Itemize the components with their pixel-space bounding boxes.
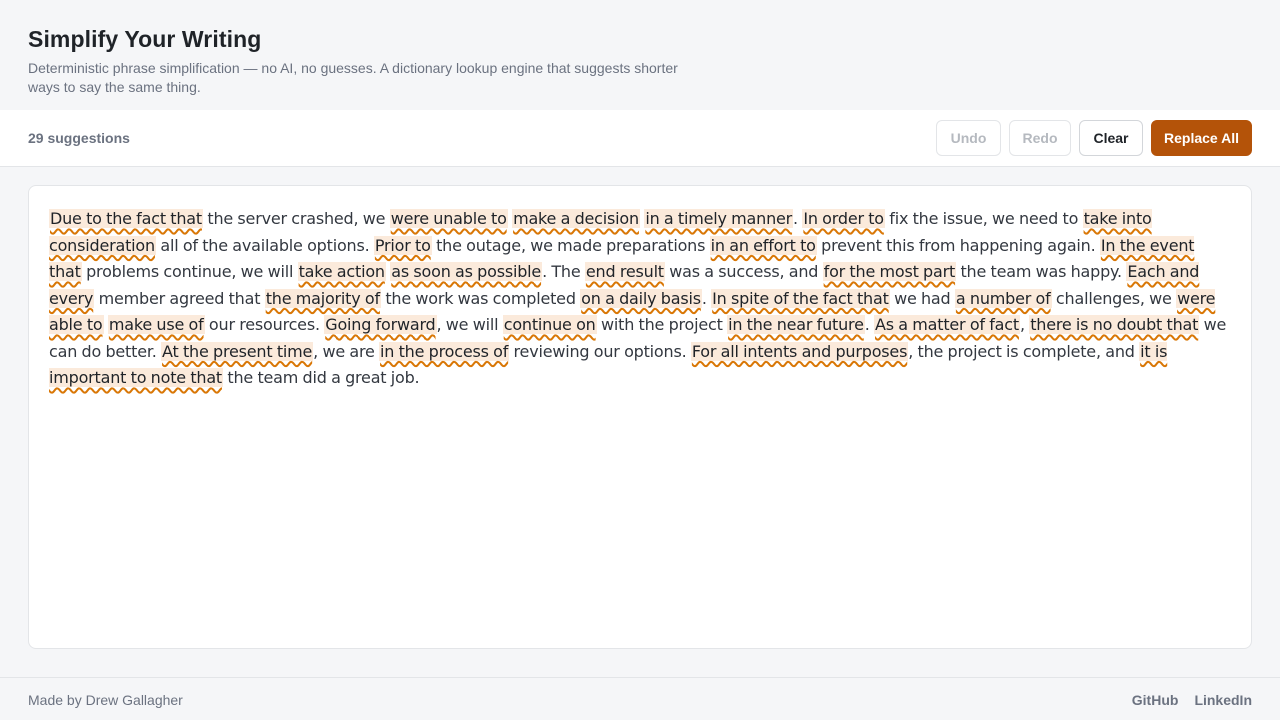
suggestion-highlight[interactable]: a number of [955, 288, 1051, 308]
suggestion-count: 29 suggestions [28, 130, 130, 146]
plain-text: , we will [436, 315, 503, 334]
plain-text: the team was happy. [956, 262, 1127, 281]
suggestion-highlight[interactable]: Prior to [374, 235, 431, 255]
text-editor[interactable] [28, 185, 1252, 649]
suggestion-highlight[interactable]: the majority of [265, 288, 380, 308]
plain-text: challenges, we [1051, 288, 1177, 308]
suggestion-highlight[interactable]: were unable to [390, 209, 507, 228]
plain-text: , [1019, 315, 1030, 334]
suggestion-highlight[interactable]: in a timely manner [645, 209, 793, 228]
github-link[interactable]: GitHub [1131, 692, 1179, 708]
suggestion-highlight[interactable]: in an effort to [710, 235, 816, 255]
suggestion-highlight[interactable]: In the event that [49, 235, 1195, 281]
suggestion-highlight[interactable]: For all intents and purposes [691, 341, 908, 361]
plain-text: prevent this from happening again. [816, 235, 1100, 255]
plain-text: . [701, 288, 712, 308]
plain-text: the work was completed [380, 288, 581, 308]
plain-text: we can do better. [49, 315, 1227, 361]
plain-text: reviewing our options. [509, 341, 691, 361]
suggestion-highlight[interactable]: continue on [503, 315, 596, 334]
plain-text: member agreed that [94, 288, 265, 308]
plain-text: the team did a great job. [223, 368, 420, 387]
suggestion-highlight[interactable]: In order to [803, 209, 884, 228]
page-header [0, 0, 1280, 110]
redo-button[interactable]: Redo [1009, 120, 1071, 156]
suggestion-highlight[interactable]: it is important to note that [49, 341, 1168, 387]
suggestion-highlight[interactable]: At the present time [162, 341, 313, 361]
plain-text: we had [889, 288, 955, 308]
suggestion-highlight[interactable]: for the most part [823, 262, 956, 281]
plain-text: with the project [596, 315, 728, 334]
suggestion-highlight[interactable]: make a decision [513, 209, 639, 228]
editor-content[interactable] [49, 206, 1231, 392]
plain-text: fix the issue, we need to [884, 209, 1083, 228]
plain-text: the outage, we made preparations [431, 235, 710, 255]
plain-text: . [793, 209, 803, 228]
suggestion-highlight[interactable]: As a matter of fact [875, 315, 1019, 334]
page-subtitle: Deterministic phrase simplification — no AI, no guesses. A dictionary lookup engine that suggests shorter ways to say the same thing. [28, 60, 678, 95]
toolbar [0, 110, 1280, 167]
suggestion-highlight[interactable]: in the near future [728, 315, 864, 334]
suggestion-highlight[interactable]: as soon as possible [391, 262, 542, 281]
suggestion-highlight[interactable]: make use of [108, 315, 204, 334]
linkedin-link[interactable]: LinkedIn [1194, 692, 1252, 708]
plain-text: problems continue, we will [81, 262, 298, 281]
plain-text: . The [542, 262, 585, 281]
suggestion-highlight[interactable]: take action [298, 262, 385, 281]
footer-links [1132, 692, 1252, 708]
suggestion-highlight[interactable]: were able to [49, 288, 1216, 334]
suggestion-highlight[interactable]: in the process of [380, 341, 509, 361]
made-by-text: Made by Drew Gallagher [28, 692, 183, 708]
clear-button[interactable]: Clear [1079, 120, 1143, 156]
page-title: Simplify Your Writing [28, 26, 262, 52]
suggestion-highlight[interactable]: Each and every [49, 262, 1200, 308]
suggestion-highlight[interactable]: take into consideration [49, 209, 1152, 255]
plain-text: . [864, 315, 875, 334]
plain-text: , the project is complete, and [908, 341, 1140, 361]
suggestion-highlight[interactable]: there is no doubt that [1030, 315, 1199, 334]
suggestion-highlight[interactable]: In spite of the fact that [712, 288, 889, 308]
suggestion-highlight[interactable]: Going forward [325, 315, 436, 334]
suggestion-highlight[interactable]: end result [585, 262, 664, 281]
suggestion-highlight[interactable]: on a daily basis [581, 288, 701, 308]
undo-button[interactable]: Undo [936, 120, 1001, 156]
plain-text: the server crashed, we [202, 209, 390, 228]
page-footer [0, 677, 1280, 720]
plain-text: our resources. [204, 315, 325, 334]
replace-all-button[interactable]: Replace All [1151, 120, 1252, 156]
plain-text: all of the available options. [155, 235, 374, 255]
plain-text: was a success, and [664, 262, 823, 281]
plain-text: , we are [313, 341, 380, 361]
suggestion-highlight[interactable]: Due to the fact that [50, 209, 202, 228]
